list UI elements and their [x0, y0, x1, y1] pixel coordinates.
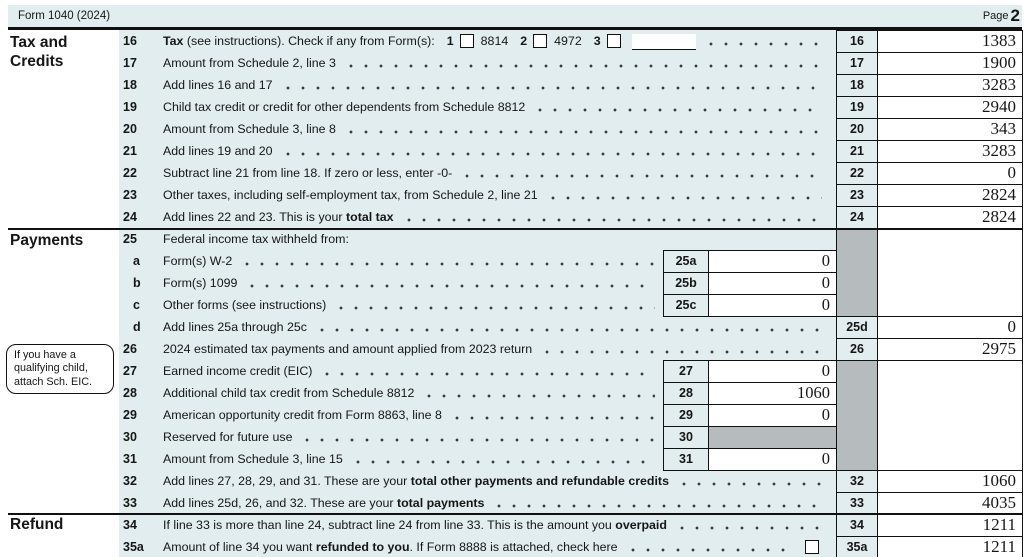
amount-cell-28[interactable]: 1060	[708, 382, 837, 405]
line-number-24: 24	[123, 210, 137, 224]
row-line-25	[119, 228, 1022, 250]
amount-cell-19[interactable]: 2940	[877, 96, 1023, 119]
amount-cell-18[interactable]: 3283	[877, 74, 1023, 97]
desc-bold: Tax	[163, 34, 184, 48]
line-27-description	[163, 360, 659, 382]
section-refund: Refund	[10, 516, 64, 533]
right-number-18: 18	[836, 74, 878, 97]
desc-text: Add lines 27, 28, 29, and 31. These are your	[163, 474, 411, 488]
header-divider-line	[8, 27, 1022, 30]
amount-cell-31[interactable]: 0	[708, 448, 837, 471]
line-32-description	[163, 470, 826, 492]
desc-text: Other taxes, including self-employment tax, from Schedule 2, line 21	[163, 188, 538, 202]
form-4972-checkbox[interactable]	[533, 34, 547, 48]
row-line-18	[119, 74, 1022, 96]
line-21-description	[163, 140, 826, 162]
amount-cell-26[interactable]: 2975	[877, 338, 1023, 361]
qualifying-child-margin-note	[6, 344, 114, 394]
amount-cell-21[interactable]: 3283	[877, 140, 1023, 163]
line-number-31: 31	[123, 452, 137, 466]
row-line-35a	[119, 536, 1022, 557]
form-title: Form 1040 (2024)	[18, 10, 111, 22]
amount-cell-23[interactable]: 2824	[877, 184, 1023, 207]
desc-bold: refunded to you	[315, 540, 410, 554]
row-line-22	[119, 162, 1022, 184]
dotted-leader	[244, 272, 655, 294]
dotted-leader	[674, 514, 822, 536]
desc-text: Reserved for future use	[163, 430, 293, 444]
line-number-25: 25	[123, 232, 137, 246]
line-18-description	[163, 74, 826, 96]
dotted-leader	[333, 294, 655, 316]
row-line-28	[119, 382, 1022, 404]
line-35a-description	[163, 536, 826, 557]
line-number-16: 16	[123, 34, 137, 48]
line-25b-description	[163, 272, 659, 294]
dotted-leader	[343, 118, 822, 140]
line-24-description	[163, 206, 826, 228]
desc-text: Amount from Schedule 3, line 15	[163, 452, 343, 466]
row-line-16	[119, 30, 1022, 52]
inner-number-27: 27	[663, 360, 709, 383]
dotted-leader	[676, 470, 822, 492]
right-number-16: 16	[836, 30, 878, 53]
right-number-33: 33	[836, 492, 878, 515]
desc-text: Earned income credit (EIC)	[163, 364, 313, 378]
amount-cell-22[interactable]: 0	[877, 162, 1023, 185]
line-number-33: 33	[123, 496, 137, 510]
desc-bold: overpaid	[615, 518, 667, 532]
inner-number-31: 31	[663, 448, 709, 471]
dotted-leader	[350, 448, 655, 470]
row-line-20	[119, 118, 1022, 140]
desc-text: Add lines 16 and 17	[163, 78, 273, 92]
desc-text: Add lines 19 and 20	[163, 144, 273, 158]
line-number-35a: 35a	[123, 540, 144, 554]
row-line-25a	[119, 250, 1022, 272]
form-8888-checkbox[interactable]	[805, 540, 819, 554]
line-number-25a: a	[133, 254, 140, 268]
line-number-19: 19	[123, 100, 137, 114]
amount-cell-27[interactable]: 0	[708, 360, 837, 383]
inner-number-28: 28	[663, 382, 709, 405]
right-number-26: 26	[836, 338, 878, 361]
row-line-31	[119, 448, 1022, 470]
line-22-description	[163, 162, 826, 184]
tax-payments-divider-line	[8, 228, 1022, 231]
dotted-leader	[239, 250, 655, 272]
note-line-1: If you have a	[14, 349, 76, 361]
payments-refund-divider-line	[8, 513, 1022, 516]
dotted-leader	[532, 96, 822, 118]
desc-text: Add lines 25d, 26, and 32. These are your	[163, 496, 397, 510]
dotted-leader	[449, 404, 655, 426]
right-number-21: 21	[836, 140, 878, 163]
desc-text: 2024 estimated tax payments and amount applied from 2023 return	[163, 342, 533, 356]
amount-cell-35a[interactable]: 1211	[877, 536, 1023, 557]
line-20-description	[163, 118, 826, 140]
dotted-leader	[280, 74, 822, 96]
line-29-description	[163, 404, 659, 426]
inner-number-30: 30	[663, 426, 709, 449]
row-line-27	[119, 360, 1022, 382]
line-number-34: 34	[123, 518, 137, 532]
line-25c-description	[163, 294, 659, 316]
line-25a-description	[163, 250, 659, 272]
desc-text: (see instructions). Check if any from Form(s):	[183, 34, 435, 48]
dotted-leader	[314, 316, 822, 338]
desc-text: Child tax credit or credit for other dependents from Schedule 8812	[163, 100, 526, 114]
dotted-leader	[401, 206, 822, 228]
form1-label: 1	[446, 34, 454, 48]
row-line-17	[119, 52, 1022, 74]
desc-text: Add lines 22 and 23. This is your	[163, 210, 346, 224]
desc-text: Amount from Schedule 2, line 3	[163, 56, 336, 70]
row-line-25d	[119, 316, 1022, 338]
dotted-leader	[319, 360, 655, 382]
line-number-32: 32	[123, 474, 137, 488]
amount-cell-25a[interactable]: 0	[708, 250, 837, 273]
inner-number-25c: 25c	[663, 294, 709, 317]
amount-cell-32[interactable]: 1060	[877, 470, 1023, 493]
form-8814-text: 8814	[480, 34, 509, 48]
desc-text: Other forms (see instructions)	[163, 298, 327, 312]
desc-text: Federal income tax withheld from:	[163, 232, 349, 246]
desc-text: If line 33 is more than line 24, subtract line 24 from line 33. This is the amount you	[163, 518, 616, 532]
amount-cell-25c[interactable]: 0	[708, 294, 837, 317]
right-number-20: 20	[836, 118, 878, 141]
note-line-3: attach Sch. EIC.	[14, 375, 93, 388]
line-number-20: 20	[123, 122, 137, 136]
row-line-30	[119, 426, 1022, 448]
page-number: 2	[1010, 6, 1020, 25]
dotted-leader	[703, 30, 822, 52]
line-28-description	[163, 382, 659, 404]
line-number-30: 30	[123, 430, 137, 444]
dotted-leader	[459, 162, 822, 184]
line-31-description	[163, 448, 659, 470]
right-number-32: 32	[836, 470, 878, 493]
dotted-leader	[343, 52, 822, 74]
right-number-17: 17	[836, 52, 878, 75]
dotted-leader	[625, 536, 795, 557]
line-33-description	[163, 492, 826, 514]
desc-text-post: . If Form 8888 is attached, check here	[409, 540, 618, 554]
desc-text: Subtract line 21 from line 18. If zero or less, enter -0-	[163, 166, 453, 180]
line-number-29: 29	[123, 408, 137, 422]
right-number-35a: 35a	[836, 536, 878, 557]
form3-label: 3	[593, 34, 601, 48]
amount-cell-29[interactable]: 0	[708, 404, 837, 427]
amount-cell-34[interactable]: 1211	[877, 514, 1023, 537]
form-other-input[interactable]	[632, 34, 696, 50]
right-number-25d: 25d	[836, 316, 878, 339]
desc-bold: total tax	[346, 210, 394, 224]
line-number-22: 22	[123, 166, 137, 180]
inner-number-29: 29	[663, 404, 709, 427]
line-16-description	[163, 30, 826, 52]
section-payments: Payments	[10, 232, 84, 249]
row-line-29	[119, 404, 1022, 426]
line-34-description	[163, 514, 826, 536]
desc-text: Form(s) W-2	[163, 254, 233, 268]
note-line-2: qualifying child,	[14, 362, 88, 375]
amount-cell-16[interactable]: 1383	[877, 30, 1023, 53]
row-line-19	[119, 96, 1022, 118]
row-line-23	[119, 184, 1022, 206]
section-tax-and-credits: Tax and Credits	[10, 34, 68, 70]
dotted-leader	[539, 338, 822, 360]
line-number-27: 27	[123, 364, 137, 378]
form-other-checkbox[interactable]	[607, 34, 621, 48]
line-26-description	[163, 338, 826, 360]
form-8814-checkbox[interactable]	[460, 34, 474, 48]
right-number-19: 19	[836, 96, 878, 119]
line-number-21: 21	[123, 144, 137, 158]
line-30-description	[163, 426, 659, 448]
amount-cell-25d[interactable]: 0	[877, 316, 1023, 339]
dotted-leader	[280, 140, 822, 162]
row-line-33	[119, 492, 1022, 514]
line-number-25d: d	[133, 320, 141, 334]
inner-number-25a: 25a	[663, 250, 709, 273]
row-line-21	[119, 140, 1022, 162]
dotted-leader	[545, 184, 822, 206]
dotted-leader	[421, 382, 655, 404]
line-number-17: 17	[123, 56, 137, 70]
desc-text: Amount from Schedule 3, line 8	[163, 122, 336, 136]
page-indicator	[983, 6, 1020, 26]
page-word: Page	[982, 10, 1009, 22]
line-23-description	[163, 184, 826, 206]
dotted-leader	[299, 426, 655, 448]
line-number-25b: b	[133, 276, 141, 290]
line-number-28: 28	[123, 386, 137, 400]
amount-cell-17[interactable]: 1900	[877, 52, 1023, 75]
line-19-description	[163, 96, 826, 118]
amount-cell-30-reserved	[708, 426, 837, 449]
line-25-description	[163, 228, 1012, 250]
line-number-25c: c	[133, 298, 140, 312]
page-header-bar	[8, 5, 1022, 27]
line-25d-description	[163, 316, 826, 338]
row-line-24	[119, 206, 1022, 228]
right-number-24: 24	[836, 206, 878, 229]
line-number-23: 23	[123, 188, 137, 202]
desc-text: Form(s) 1099	[163, 276, 238, 290]
desc-bold: total payments	[396, 496, 485, 510]
form2-label: 2	[520, 34, 528, 48]
dotted-leader	[491, 492, 822, 514]
line-17-description	[163, 52, 826, 74]
amount-cell-25b[interactable]: 0	[708, 272, 837, 295]
row-line-32	[119, 470, 1022, 492]
inner-number-25b: 25b	[663, 272, 709, 295]
right-number-23: 23	[836, 184, 878, 207]
amount-cell-33[interactable]: 4035	[877, 492, 1023, 515]
desc-bold: total other payments and refundable credits	[410, 474, 669, 488]
form-4972-text: 4972	[554, 34, 582, 48]
row-line-26	[119, 338, 1022, 360]
line-number-18: 18	[123, 78, 137, 92]
row-line-34	[119, 514, 1022, 536]
line-number-26: 26	[123, 342, 137, 356]
desc-text: Amount of line 34 you want	[163, 540, 316, 554]
amount-cell-24[interactable]: 2824	[877, 206, 1023, 229]
desc-text: Additional child tax credit from Schedule 8812	[163, 386, 415, 400]
desc-text: American opportunity credit from Form 8863, line 8	[163, 408, 442, 422]
amount-cell-20[interactable]: 343	[877, 118, 1023, 141]
row-line-25b	[119, 272, 1022, 294]
right-number-34: 34	[836, 514, 878, 537]
desc-text: Add lines 25a through 25c	[163, 320, 307, 334]
row-line-25c	[119, 294, 1022, 316]
right-number-22: 22	[836, 162, 878, 185]
